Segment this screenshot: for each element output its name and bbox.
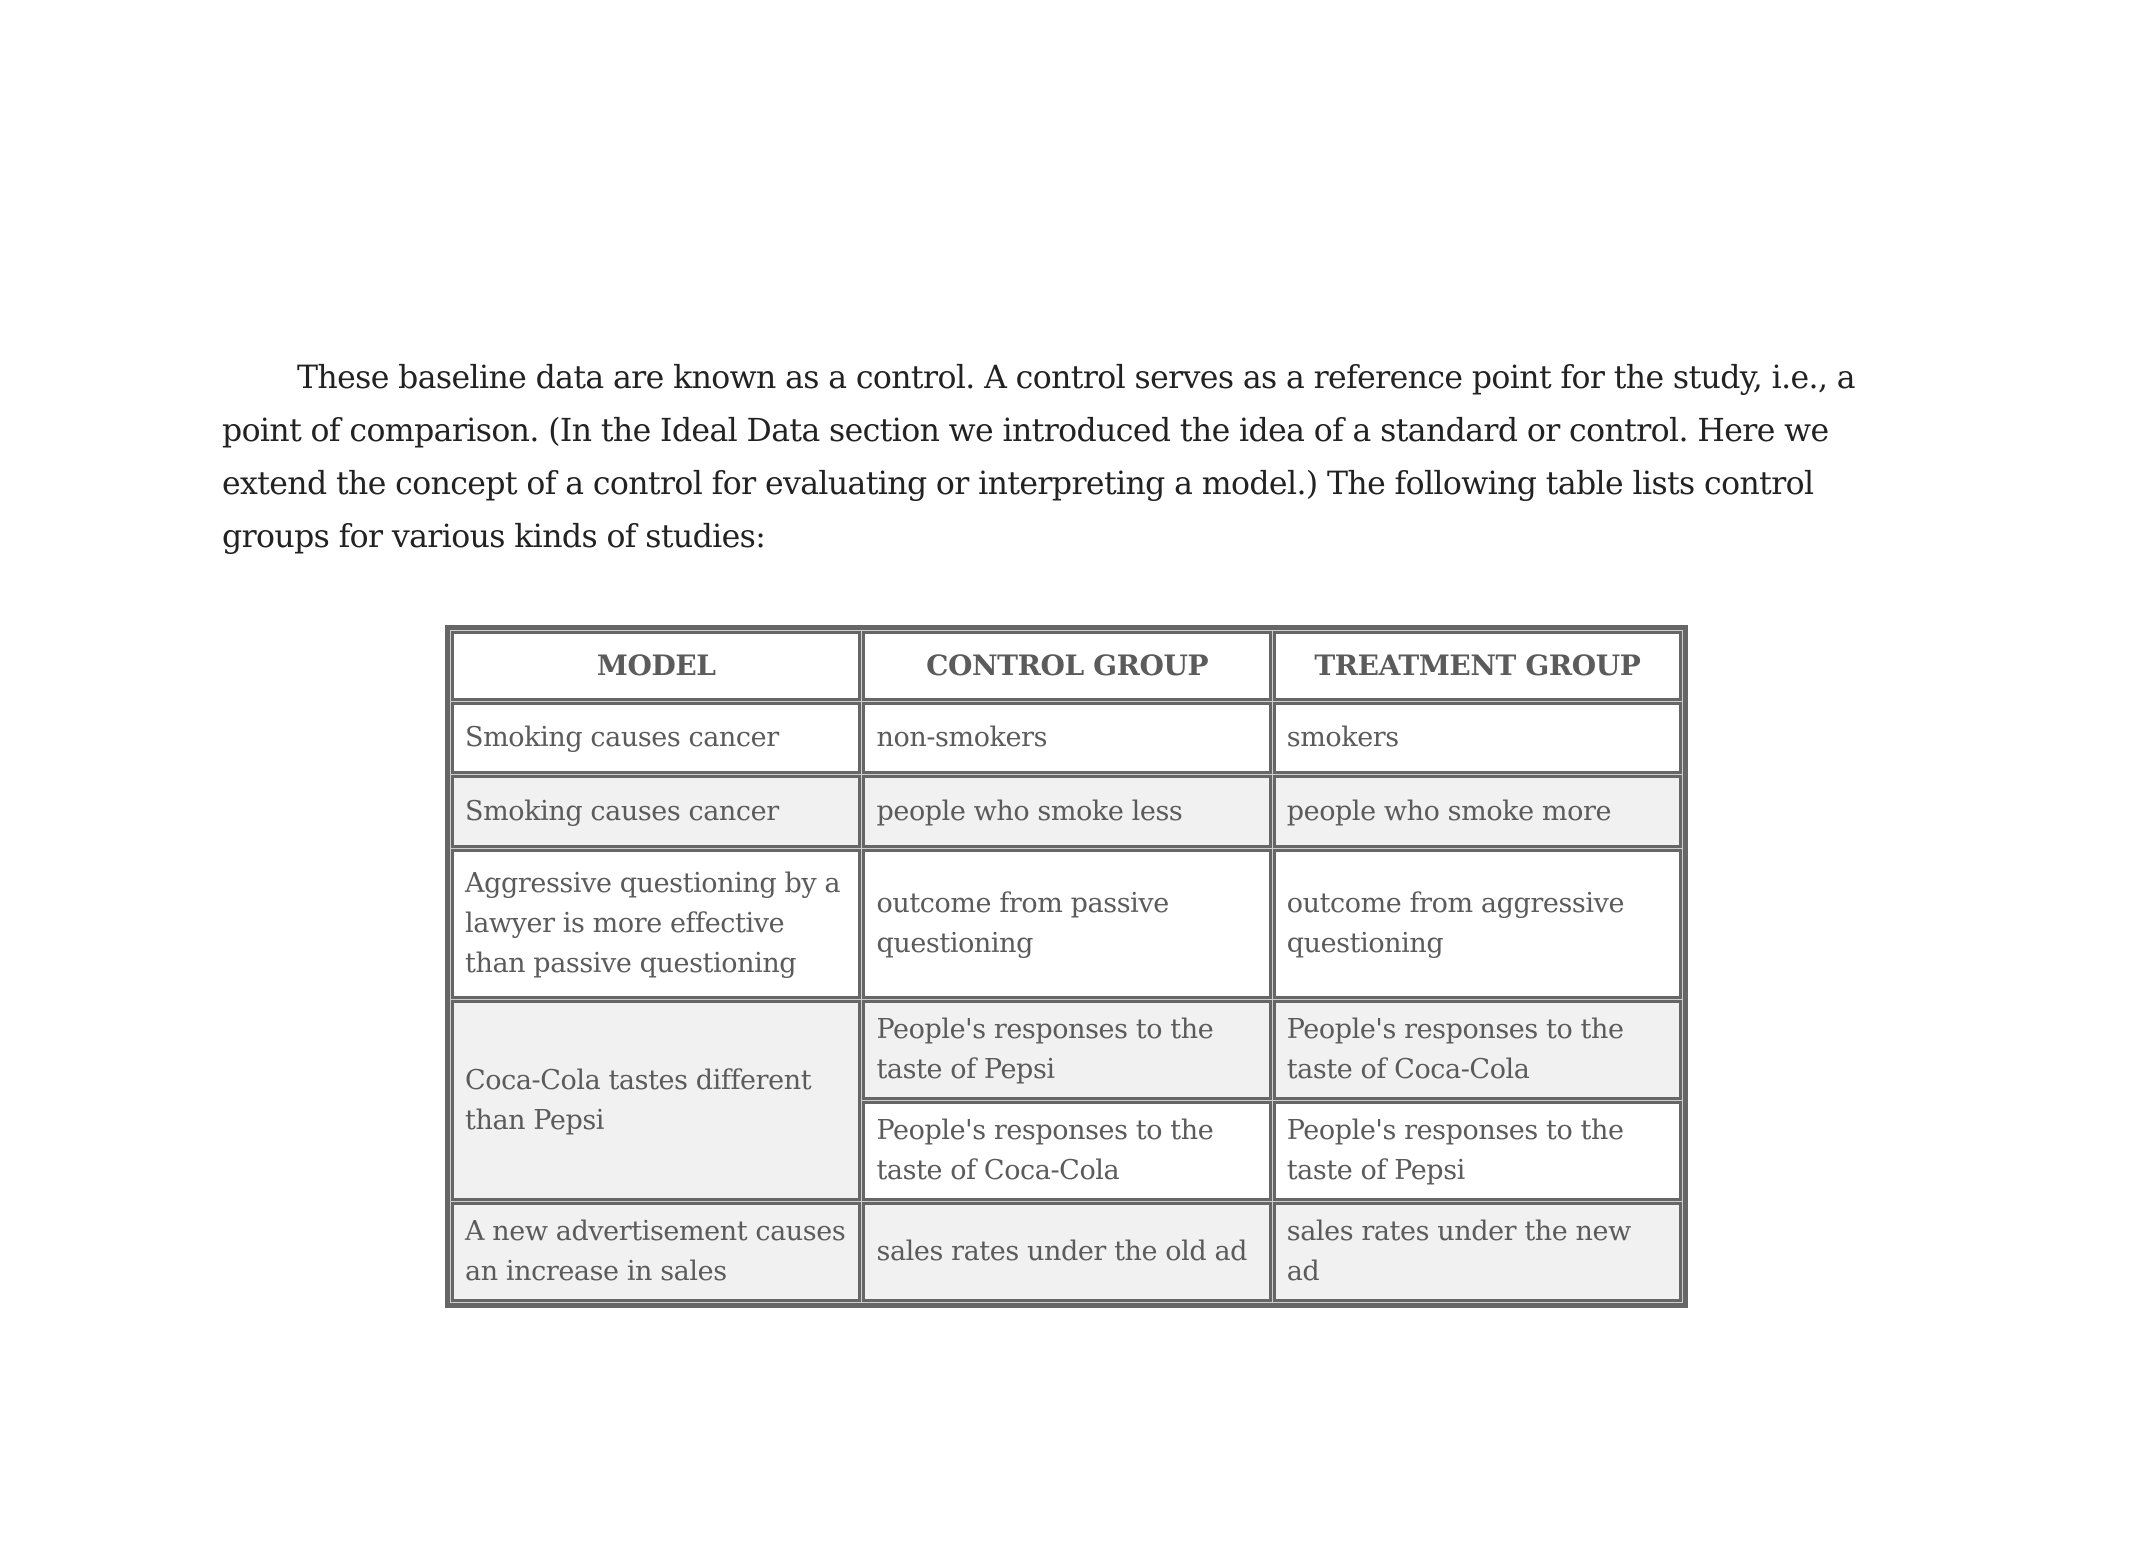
table-header-row [451, 631, 1682, 701]
cell-model: Smoking causes cancer [451, 775, 861, 848]
cell-control: people who smoke less [862, 775, 1271, 848]
table-row [451, 849, 1682, 999]
table-row [451, 1202, 1682, 1302]
table-row [451, 775, 1682, 848]
cell-model: Smoking causes cancer [451, 702, 861, 774]
cell-model: Coca-Cola tastes different than Pepsi [451, 1000, 861, 1201]
header-treatment-group: TREATMENT GROUP [1273, 631, 1682, 701]
header-model: MODEL [451, 631, 861, 701]
cell-treatment: People's responses to the taste of Coca-Cola [1273, 1000, 1682, 1100]
cell-treatment: people who smoke more [1273, 775, 1682, 848]
cell-model: Aggressive questioning by a lawyer is more effective than passive questioning [451, 849, 861, 999]
cell-control: outcome from passive questioning [862, 849, 1271, 999]
cell-control: non-smokers [862, 702, 1271, 774]
cell-treatment: smokers [1273, 702, 1682, 774]
control-groups-table [445, 625, 1688, 1308]
intro-paragraph: These baseline data are known as a control. A control serves as a reference point for the study, i.e., a point of comparison. (In the Ideal Data section we introduced the idea of a standard or control. Here we extend the concept of a control for evaluating or interpreting a model.) The following table lists control groups for various kinds of studies: [222, 360, 1855, 555]
table-row [451, 1000, 1682, 1100]
cell-control: People's responses to the taste of Pepsi [862, 1000, 1271, 1100]
table-row [451, 702, 1682, 774]
cell-treatment: People's responses to the taste of Pepsi [1273, 1101, 1682, 1201]
cell-treatment: outcome from aggressive questioning [1273, 849, 1682, 999]
header-control-group: CONTROL GROUP [862, 631, 1271, 701]
cell-model: A new advertisement causes an increase in sales [451, 1202, 861, 1302]
cell-treatment: sales rates under the new ad [1273, 1202, 1682, 1302]
cell-control: People's responses to the taste of Coca-Cola [862, 1101, 1271, 1201]
cell-control: sales rates under the old ad [862, 1202, 1271, 1302]
